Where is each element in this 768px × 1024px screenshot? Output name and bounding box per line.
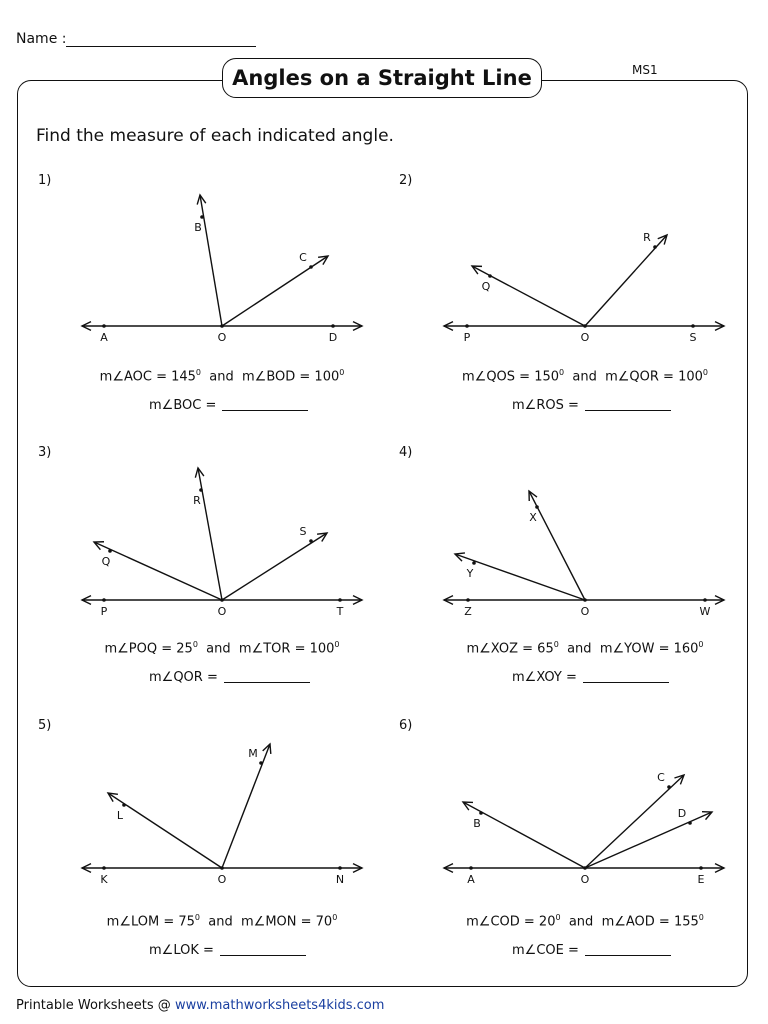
and-word: and [560, 914, 602, 930]
point-dot [199, 488, 203, 492]
answer-prompt [149, 943, 306, 958]
point-dot [688, 821, 692, 825]
ray [222, 744, 270, 868]
name-label: Name : [16, 31, 67, 47]
worksheet-title: Angles on a Straight Line [222, 58, 542, 98]
point-dot [466, 598, 470, 602]
point-dot [102, 324, 106, 328]
point-label: K [100, 873, 108, 886]
point-label: O [580, 331, 590, 344]
point-dot [309, 265, 313, 269]
degree-mark: 0 [702, 368, 708, 377]
given-angles [445, 640, 725, 656]
answer-blank[interactable] [220, 955, 306, 956]
given-left: m∠COD = 20 [466, 914, 556, 930]
point-label: P [100, 605, 108, 618]
point-label: N [335, 873, 345, 886]
point-label: R [193, 494, 201, 507]
answer-prompt [512, 398, 671, 413]
given-right: m∠MON = 70 [241, 914, 333, 930]
point-dot [469, 866, 473, 870]
point-dot [667, 785, 671, 789]
ray [200, 195, 222, 326]
given-left: m∠POQ = 25 [104, 641, 193, 657]
point-label: X [529, 511, 537, 524]
problem-number: 5) [38, 718, 52, 733]
ray [585, 775, 687, 868]
point-label: L [116, 809, 124, 822]
point-label: B [194, 221, 202, 234]
asked-angle: m∠LOK = [149, 943, 214, 958]
point-dot [535, 505, 539, 509]
point-dot [488, 274, 492, 278]
degree-mark: 0 [555, 913, 561, 922]
point-label: O [217, 873, 227, 886]
point-label: B [473, 817, 481, 830]
problem-number: 4) [399, 445, 413, 460]
given-angles [82, 368, 362, 384]
ray [94, 542, 222, 600]
point-label: C [657, 771, 665, 784]
degree-mark: 0 [559, 368, 565, 377]
point-label: Q [101, 555, 111, 568]
point-dot [102, 598, 106, 602]
footer-prefix: Printable Worksheets @ [16, 998, 175, 1013]
and-word: and [197, 641, 239, 657]
answer-blank[interactable] [585, 410, 671, 411]
problem-number: 6) [399, 718, 413, 733]
point-dot [122, 803, 126, 807]
answer-blank[interactable] [224, 682, 310, 683]
point-dot [259, 761, 263, 765]
worksheet-code: MS1 [632, 63, 658, 77]
ray-arrowhead [317, 533, 327, 542]
given-right: m∠TOR = 100 [238, 641, 335, 657]
ray [222, 533, 327, 600]
given-right: m∠QOR = 100 [605, 369, 703, 385]
point-dot [338, 598, 342, 602]
point-dot [479, 811, 483, 815]
point-dot [699, 866, 703, 870]
degree-mark: 0 [698, 640, 704, 649]
given-right: m∠BOD = 100 [242, 369, 340, 385]
given-left: m∠XOZ = 65 [466, 641, 554, 657]
asked-angle: m∠COE = [512, 943, 579, 958]
point-label: S [689, 331, 697, 344]
ray [198, 468, 222, 600]
ray [585, 812, 712, 868]
problem-number: 3) [38, 445, 52, 460]
point-label: A [467, 873, 475, 886]
point-label: O [217, 605, 227, 618]
point-label: D [328, 331, 338, 344]
point-label: O [217, 331, 227, 344]
point-label: D [677, 807, 687, 820]
point-label: E [697, 873, 705, 886]
point-label: R [643, 231, 651, 244]
asked-angle: m∠XOY = [512, 670, 577, 685]
given-angles [82, 640, 362, 656]
and-word: and [201, 369, 243, 385]
point-dot [703, 598, 707, 602]
asked-angle: m∠BOC = [149, 398, 217, 413]
ray-arrowhead [108, 793, 118, 802]
point-dot [691, 324, 695, 328]
degree-mark: 0 [553, 640, 559, 649]
asked-angle: m∠ROS = [512, 398, 579, 413]
instructions: Find the measure of each indicated angle. [36, 126, 394, 146]
point-label: O [580, 873, 590, 886]
point-dot [338, 866, 342, 870]
problem-number: 2) [399, 173, 413, 188]
point-dot [309, 539, 313, 543]
answer-prompt [149, 398, 308, 413]
degree-mark: 0 [194, 913, 201, 922]
degree-mark: 0 [339, 368, 345, 377]
given-left: m∠LOM = 75 [106, 914, 195, 930]
point-label: Q [481, 280, 491, 293]
problem-number: 1) [38, 173, 52, 188]
point-label: T [336, 605, 344, 618]
degree-mark: 0 [195, 368, 202, 377]
degree-mark: 0 [332, 913, 338, 922]
and-word: and [200, 914, 242, 930]
given-left: m∠AOC = 145 [99, 369, 196, 385]
point-label: Z [464, 605, 472, 618]
answer-blank[interactable] [583, 682, 669, 683]
point-label: S [299, 525, 307, 538]
point-dot [472, 561, 476, 565]
degree-mark: 0 [698, 913, 704, 922]
point-label: W [699, 605, 711, 618]
and-word: and [558, 641, 600, 657]
ray-arrowhead [318, 256, 328, 265]
point-label: O [580, 605, 590, 618]
footer-link[interactable]: www.mathworksheets4kids.com [174, 998, 385, 1013]
asked-angle: m∠QOR = [149, 670, 218, 685]
point-dot [102, 866, 106, 870]
point-dot [108, 549, 112, 553]
given-angles [445, 913, 725, 929]
degree-mark: 0 [334, 640, 340, 649]
point-dot [331, 324, 335, 328]
point-dot [465, 324, 469, 328]
answer-blank[interactable] [222, 410, 308, 411]
point-label: Y [466, 567, 474, 580]
point-dot [200, 215, 204, 219]
given-angles [82, 913, 362, 929]
given-right: m∠AOD = 155 [601, 914, 699, 930]
point-label: M [248, 747, 258, 760]
given-angles [445, 368, 725, 384]
point-dot [653, 245, 657, 249]
and-word: and [564, 369, 606, 385]
footer [16, 998, 384, 1013]
point-label: C [299, 251, 307, 264]
point-label: P [463, 331, 471, 344]
answer-prompt [512, 943, 671, 958]
answer-prompt [512, 670, 669, 685]
point-label: A [100, 331, 108, 344]
answer-blank[interactable] [585, 955, 671, 956]
given-left: m∠QOS = 150 [462, 369, 560, 385]
degree-mark: 0 [192, 640, 198, 649]
given-right: m∠YOW = 160 [599, 641, 699, 657]
answer-prompt [149, 670, 310, 685]
